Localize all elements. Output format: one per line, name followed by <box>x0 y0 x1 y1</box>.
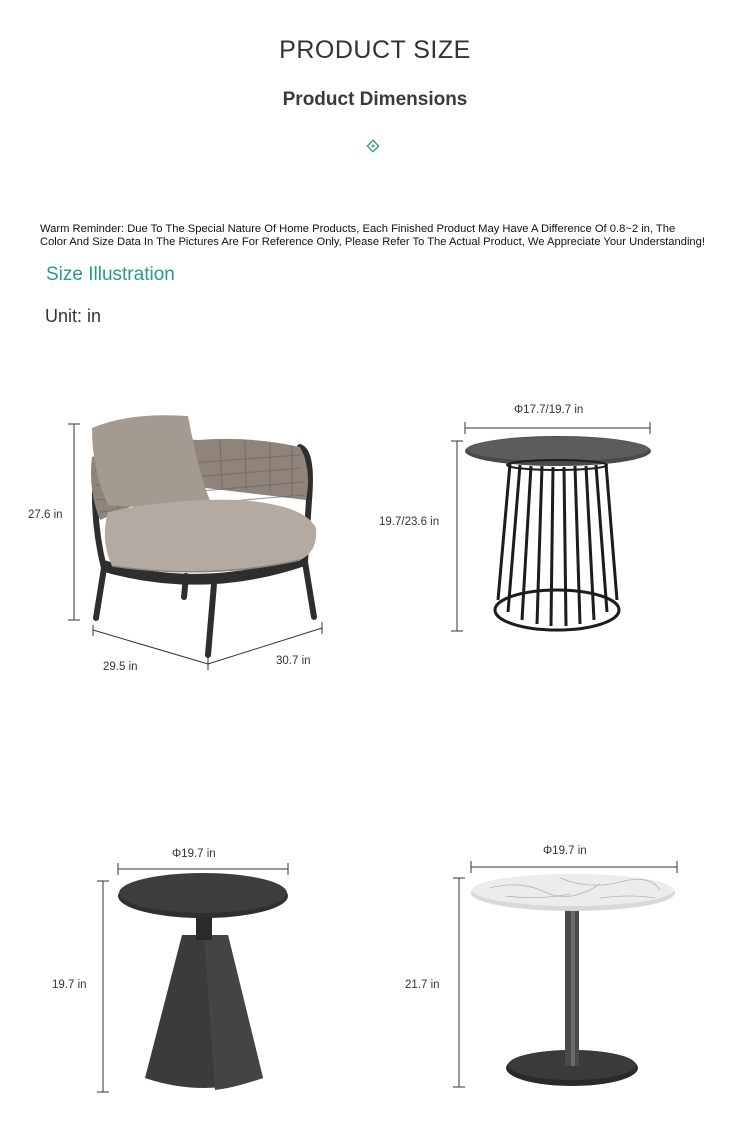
marble-table-diameter-label: Φ19.7 in <box>543 845 587 857</box>
marble-table-height-label: 21.7 in <box>405 979 440 991</box>
armchair-width-label: 30.7 in <box>276 655 311 667</box>
page-subtitle: Product Dimensions <box>282 89 468 110</box>
cone-table-diameter-label: Φ19.7 in <box>172 848 216 860</box>
wire-table-height-label: 19.7/23.6 in <box>379 516 440 528</box>
armchair-depth-label: 29.5 in <box>103 661 138 673</box>
armchair-height-label: 27.6 in <box>28 509 63 521</box>
unit-label: Unit: in <box>45 306 102 326</box>
section-label: Size Illustration <box>46 264 175 285</box>
cone-table-height-label: 19.7 in <box>52 979 87 991</box>
wire-table-diameter-label: Φ17.7/19.7 in <box>514 404 584 416</box>
page-title: PRODUCT SIZE <box>279 36 471 64</box>
warm-reminder-text: Warm Reminder: Due To The Special Nature Of Home Products, Each Finished Product May Have A Difference Of 0.8~2 in, The Color And Size Data In The Pictures Are For Reference Only, Please Refer To The Actual Product, We Appreciate Your Understanding! <box>40 223 705 248</box>
